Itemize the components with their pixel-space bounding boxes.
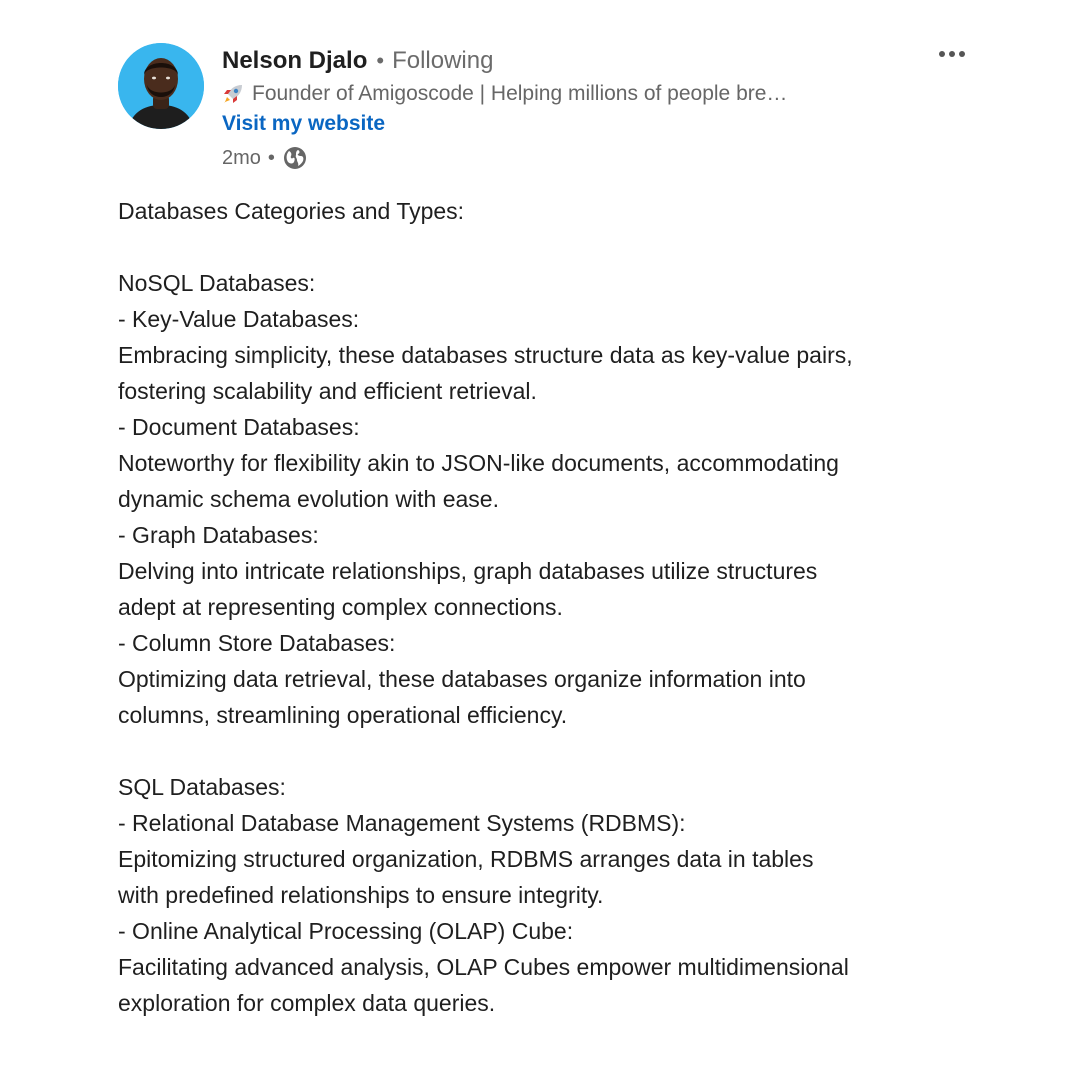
rdbms-text-line: Epitomizing structured organization, RDBMS arranges data in tables: [118, 846, 814, 872]
post-title: Databases Categories and Types:: [118, 198, 465, 224]
follow-status[interactable]: Following: [392, 47, 494, 74]
column-store-text-line: columns, streamlining operational efficiency.: [118, 702, 568, 728]
olap-text-line: Facilitating advanced analysis, OLAP Cubes empower multidimensional: [118, 954, 849, 980]
document-text-line: dynamic schema evolution with ease.: [118, 486, 499, 512]
document-title: - Document Databases:: [118, 414, 360, 440]
rdbms-title: - Relational Database Management Systems (RDBMS):: [118, 810, 686, 836]
post-time[interactable]: 2mo: [222, 146, 261, 169]
column-store-text-line: Optimizing data retrieval, these databases organize information into: [118, 666, 806, 692]
olap-title: - Online Analytical Processing (OLAP) Cube:: [118, 918, 574, 944]
author-headline: [222, 80, 787, 108]
author-avatar-photo: [118, 43, 204, 129]
visit-website-link[interactable]: Visit my website: [222, 112, 386, 135]
author-avatar[interactable]: [118, 43, 204, 129]
graph-title: - Graph Databases:: [118, 522, 319, 548]
nosql-heading: NoSQL Databases:: [118, 270, 316, 296]
author-name[interactable]: Nelson Djalo: [222, 47, 368, 74]
rocket-icon: [222, 83, 244, 105]
document-text-line: Noteworthy for flexibility akin to JSON-like documents, accommodating: [118, 450, 839, 476]
post-body: [118, 193, 1018, 1021]
author-header: [222, 45, 493, 77]
globe-icon: [283, 146, 307, 170]
name-separator: •: [376, 48, 385, 73]
column-store-title: - Column Store Databases:: [118, 630, 396, 656]
more-options-icon: [938, 50, 966, 58]
meta-separator: •: [267, 146, 275, 169]
kv-text-line: Embracing simplicity, these databases structure data as key-value pairs,: [118, 342, 853, 368]
sql-heading: SQL Databases:: [118, 774, 286, 800]
headline-text: Founder of Amigoscode | Helping millions of people bre…: [252, 82, 788, 105]
kv-title: - Key-Value Databases:: [118, 306, 360, 332]
post-meta: [222, 144, 307, 172]
graph-text-line: adept at representing complex connections.: [118, 594, 563, 620]
more-options-button[interactable]: [936, 42, 968, 66]
rdbms-text-line: with predefined relationships to ensure integrity.: [118, 882, 604, 908]
olap-text-line: exploration for complex data queries.: [118, 990, 496, 1016]
graph-text-line: Delving into intricate relationships, graph databases utilize structures: [118, 558, 818, 584]
kv-text-line: fostering scalability and efficient retrieval.: [118, 378, 537, 404]
